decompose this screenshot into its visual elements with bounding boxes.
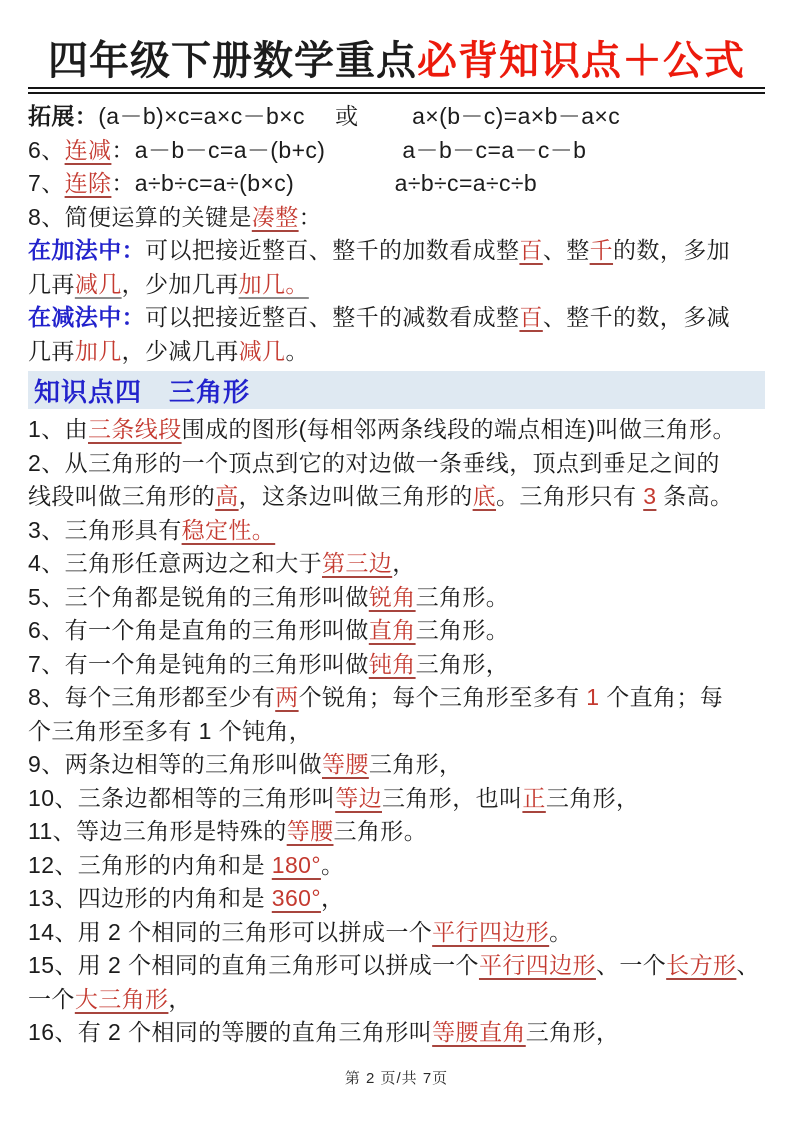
text-segment: 两 — [275, 684, 299, 710]
text-segment: 等边 — [335, 784, 382, 811]
text-segment: 。 — [549, 918, 573, 945]
text-segment: 高 — [215, 483, 239, 509]
text-segment: 几再 — [28, 337, 75, 364]
text-segment: 等腰 — [286, 818, 334, 844]
text-segment: a－b－c=a－c－b — [402, 136, 587, 163]
text-segment: 7、 — [28, 170, 65, 196]
text-segment: ， — [392, 550, 416, 576]
text-segment: (a－b)×c=a×c－b×c — [98, 103, 305, 129]
text-segment: 千 — [589, 237, 614, 263]
text-segment: ， — [168, 985, 192, 1012]
text-line — [28, 301, 765, 335]
text-segment: 1 — [586, 684, 600, 710]
text-segment: ，少减几再 — [121, 337, 239, 364]
text-segment — [325, 137, 402, 163]
text-segment: a×(b－c)=a×b－a×c — [412, 103, 621, 129]
text-segment: 围成的图形(每相邻两条线段的端点相连)叫做三角形。 — [181, 416, 736, 442]
text-line — [28, 413, 765, 447]
text-line — [28, 614, 765, 648]
text-segment: 百 — [519, 304, 543, 330]
text-line — [28, 782, 765, 816]
text-segment: 8、简便运算的关键是 — [28, 203, 252, 230]
text-segment: 线段叫做三角形的 — [28, 483, 216, 509]
text-segment: 减几 — [238, 337, 286, 364]
text-segment: 连减 — [64, 136, 112, 163]
text-segment: 可以把接近整百、整千的加数看成整 — [145, 237, 520, 263]
text-segment: 6、 — [28, 136, 65, 163]
document-body — [28, 100, 765, 1050]
text-segment: 拓展： — [28, 103, 99, 129]
text-segment: 连除 — [64, 170, 112, 196]
text-line — [28, 715, 765, 749]
text-line — [28, 1016, 765, 1050]
text-segment: 、 — [736, 952, 760, 978]
text-segment: 7、有一个角是钝角的三角形叫做 — [28, 650, 369, 677]
text-segment: 。三角形只有 — [496, 483, 644, 509]
text-segment: 14、用 2 个相同的三角形可以拼成一个 — [28, 918, 433, 945]
text-line — [28, 201, 765, 235]
text-segment: 三角形， — [368, 751, 463, 777]
text-segment: 条高。 — [656, 483, 734, 509]
text-line — [28, 581, 765, 615]
text-segment: 三角形，也叫 — [382, 784, 523, 811]
text-segment: 一个 — [28, 985, 75, 1012]
text-line — [28, 547, 765, 581]
text-segment: 三角形， — [415, 650, 510, 677]
text-segment: ：a－b－c=a－(b+c) — [111, 136, 326, 163]
text-segment — [294, 170, 394, 196]
text-segment: 的数，多加 — [613, 237, 731, 263]
text-segment: ，少加几再 — [121, 270, 239, 297]
text-segment: 个三角形至多有 1 个钝角， — [28, 717, 313, 744]
text-line — [28, 447, 765, 481]
text-line — [28, 335, 765, 369]
text-segment: 15、用 2 个相同的直角三角形可以拼成一个 — [28, 952, 479, 978]
text-segment: 加几。 — [238, 270, 309, 297]
text-segment: 平行四边形 — [478, 952, 596, 978]
text-segment: 三角形， — [525, 1019, 620, 1045]
text-line — [28, 849, 765, 883]
text-segment: 加几 — [74, 337, 122, 364]
text-segment: 底 — [472, 483, 497, 509]
text-segment: 1、由 — [28, 416, 88, 442]
text-line — [28, 100, 765, 134]
text-segment: 锐角 — [368, 583, 416, 610]
text-segment: 凑整 — [251, 203, 299, 230]
text-segment: 10、三条边都相等的三角形叫 — [28, 784, 336, 811]
text-segment: 三条线段 — [88, 416, 182, 442]
text-segment: 。 — [285, 337, 309, 364]
text-line — [28, 748, 765, 782]
text-segment: 三角形。 — [415, 583, 510, 610]
text-line — [28, 480, 765, 514]
text-segment: 4、三角形任意两边之和大于 — [28, 550, 322, 576]
text-segment: 、一个 — [595, 952, 667, 978]
text-segment: 三角形， — [545, 784, 640, 811]
text-line — [28, 134, 765, 168]
text-segment: ， — [320, 885, 345, 911]
text-line — [28, 815, 765, 849]
text-segment: 11、等边三角形是特殊的 — [28, 818, 287, 844]
page-number: 第 2 页/共 7页 — [344, 1070, 449, 1087]
text-segment: 8、每个三角形都至少有 — [28, 684, 276, 710]
text-segment: 9、两条边相等的三角形叫做 — [28, 751, 322, 777]
text-segment: 大三角形 — [74, 985, 169, 1012]
text-segment: 、整 — [542, 237, 590, 263]
text-segment: 减几 — [74, 270, 122, 297]
text-segment: ： — [298, 203, 323, 230]
text-segment: 第三边 — [322, 550, 393, 576]
text-segment: a÷b÷c=a÷c÷b — [394, 170, 538, 196]
text-line — [28, 234, 765, 268]
text-segment: 等腰直角 — [432, 1019, 526, 1045]
text-segment: 百 — [519, 237, 543, 263]
text-segment: 个直角；每 — [599, 684, 724, 710]
text-segment: 。 — [320, 851, 345, 878]
text-segment: 几再 — [28, 270, 75, 297]
text-segment: 6、有一个角是直角的三角形叫做 — [28, 617, 369, 643]
text-segment: 可以把接近整百、整千的减数看成整 — [145, 304, 520, 330]
text-segment: 在减法中： — [28, 304, 145, 330]
text-segment: 、整千的数，多减 — [542, 304, 731, 330]
text-segment: ，这条边叫做三角形的 — [238, 483, 473, 509]
text-segment: 3 — [643, 483, 657, 509]
text-segment: 等腰 — [322, 751, 369, 777]
text-segment: 直角 — [368, 617, 416, 643]
text-line — [28, 648, 765, 682]
page-title — [28, 36, 765, 86]
text-line — [28, 949, 765, 983]
text-segment: 12、三角形的内角和是 — [28, 851, 272, 878]
text-segment: ：a÷b÷c=a÷(b×c) — [111, 170, 295, 196]
text-line — [28, 983, 765, 1017]
text-line — [28, 916, 765, 950]
text-segment: 三角形。 — [333, 818, 428, 844]
text-segment: 平行四边形 — [432, 918, 550, 945]
title-block — [28, 36, 765, 94]
text-segment: 360° — [271, 885, 321, 911]
section-header — [28, 371, 765, 409]
text-line — [28, 681, 765, 715]
text-segment: 钝角 — [368, 650, 416, 677]
text-segment: 3、三角形具有 — [28, 516, 182, 543]
text-segment: 2、从三角形的一个顶点到它的对边做一条垂线，顶点到垂足之间的 — [28, 449, 720, 476]
text-line — [28, 882, 765, 916]
text-segment: 5、三个角都是锐角的三角形叫做 — [28, 583, 369, 610]
text-segment: 13、四边形的内角和是 — [28, 885, 272, 911]
text-segment: 16、有 2 个相同的等腰的直角三角形叫 — [28, 1019, 433, 1045]
text-segment: 180° — [271, 851, 321, 878]
text-line — [28, 167, 765, 201]
text-line — [28, 514, 765, 548]
text-segment: 长方形 — [666, 952, 737, 978]
text-segment: 稳定性。 — [181, 516, 276, 543]
text-segment: 正 — [522, 784, 546, 811]
page-title-red: 必背知识点＋公式 — [417, 39, 745, 83]
text-segment: 或 — [304, 103, 413, 129]
section-header-label: 知识点四 三角形 — [34, 376, 251, 407]
text-segment: 三角形。 — [415, 617, 510, 643]
text-segment: 在加法中： — [28, 237, 145, 263]
page-title-black: 四年级下册数学重点 — [48, 39, 417, 83]
text-segment: 个锐角；每个三角形至多有 — [298, 684, 587, 710]
text-line — [28, 268, 765, 302]
